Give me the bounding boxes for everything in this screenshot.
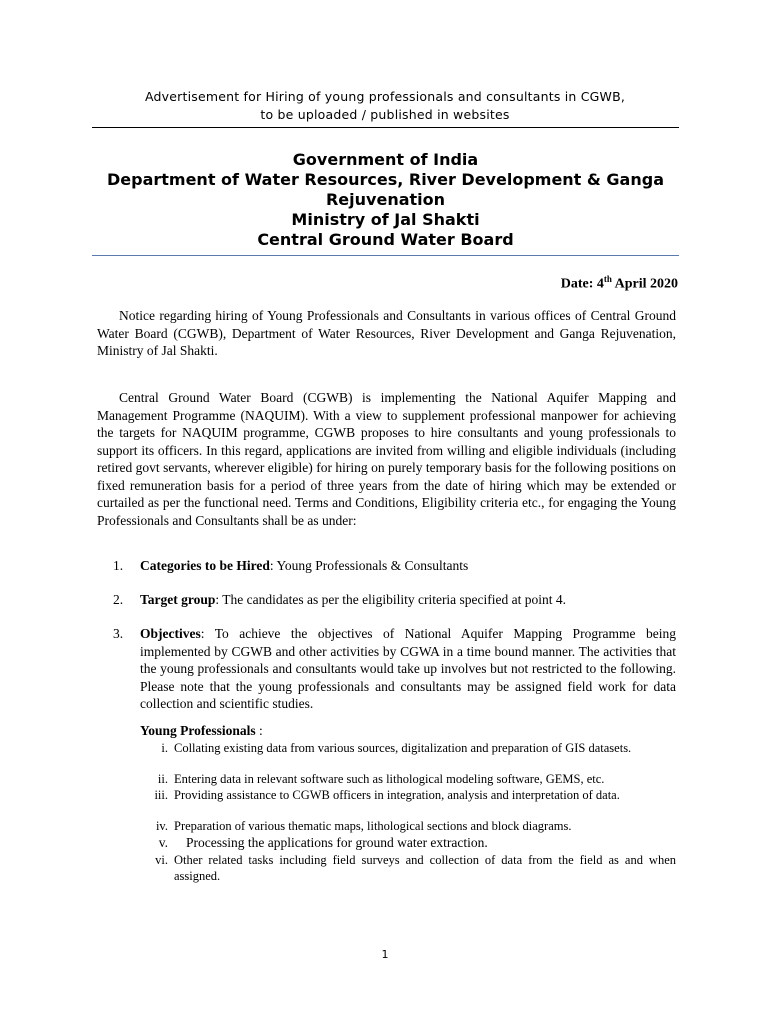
organization-heading — [92, 150, 679, 250]
org-line-ministry: Ministry of Jal Shakti — [291, 210, 480, 229]
notice-paragraph: Notice regarding hiring of Young Professionals and Consultants in various offices of Central Ground Water Board (CGWB), Department of Water Resources, River Development and Ganga Rejuvenation, Ministry of Jal Shakti. — [97, 308, 676, 358]
advert-line-1: Advertisement for Hiring of young professionals and consultants in CGWB, — [144, 89, 626, 104]
org-line-board: Central Ground Water Board — [257, 230, 514, 249]
advert-line-2: to be uploaded / published in websites — [260, 107, 510, 122]
org-line-rejuvenation: Rejuvenation — [325, 190, 446, 209]
young-professionals-heading: Young Professionals : — [140, 723, 263, 738]
document-page: Advertisement for Hiring of young professionals and consultants in CGWB, to be uploaded / published in websites Government of India Department of Water Resources, River Development & Ganga Rejuvenation Ministry of Jal Shakti Central Ground Water Board Date: 4th April 2020 Notice regarding hiring of Young Professionals and Consultants in various offices of Central Ground Water Board (CGWB), Department of Water Resources, River Development and Ganga Rejuvenation, Ministry of Jal Shakti. Central Ground Water Board (CGWB) is implementing the National Aquifer Mapping and Management Programme (NAQUIM). With a view to supplement professional manpower for achieving the targets for NAQUIM programme, CGWB proposes to hire consultants and young professionals to support its officers. In this regard, applications are invited from willing and eligible individuals (including retired govt servants, wherever eligible) for hiring on purely temporary basis for the following positions on fixed remuneration basis for a period of three years from the date of hiring which may be extended or curtailed as per the functional need. Terms and Conditions, Eligibility criteria etc., for engaging the Young Professionals and Consultants shall be as under: 1. Categories to be Hired: Young Professionals & Consultants 2. Target group: The candidates as per the eligibility criteria specified at point 4. 3. Objectives: To achieve the objectives of National Aquifer Mapping Programme being implemented by CGWB and other activities by CGWA in a time bound manner. The activities that the young professionals and consultants would take up involves but not restricted to the following. Please note that the young professionals and consultants may be assigned field work for data collection and scientific studies. Young Professionals : i. Collating existing data from various sources, digitalization and preparation of GIS datasets. ii. Entering data in relevant software such as lithological modeling software, GEMS, etc. iii. Providing assistance to CGWB officers in integration, analysis and interpretation of data. iv. Preparation of various thematic maps, lithological sections and block diagrams. v. Processing the applications for ground water extraction. vi. Other related tasks including field surveys and collection of data from the field as and when assigned. 1 — [0, 0, 770, 1024]
heading-divider — [92, 255, 679, 256]
header-divider — [92, 127, 679, 128]
page-number: 1 — [381, 948, 389, 961]
notice-date: Date: 4th April 2020 — [560, 274, 678, 292]
advertisement-caption — [92, 88, 678, 124]
intro-paragraph: Central Ground Water Board (CGWB) is implementing the National Aquifer Mapping and Management Programme (NAQUIM). With a view to supplement professional manpower for achieving the targets for NAQUIM programme, CGWB proposes to hire consultants and young professionals to support its officers. In this regard, applications are invited from willing and eligible individuals (including retired govt servants, wherever eligible) for hiring on purely temporary basis for the following positions on fixed remuneration basis for a period of three years from the date of hiring which may be extended or curtailed as per the functional need. Terms and Conditions, Eligibility criteria etc., for engaging the Young Professionals and Consultants shall be as under: — [97, 390, 676, 528]
org-line-government: Government of India — [292, 150, 479, 169]
org-line-department: Department of Water Resources, River Development & Ganga — [106, 170, 664, 189]
